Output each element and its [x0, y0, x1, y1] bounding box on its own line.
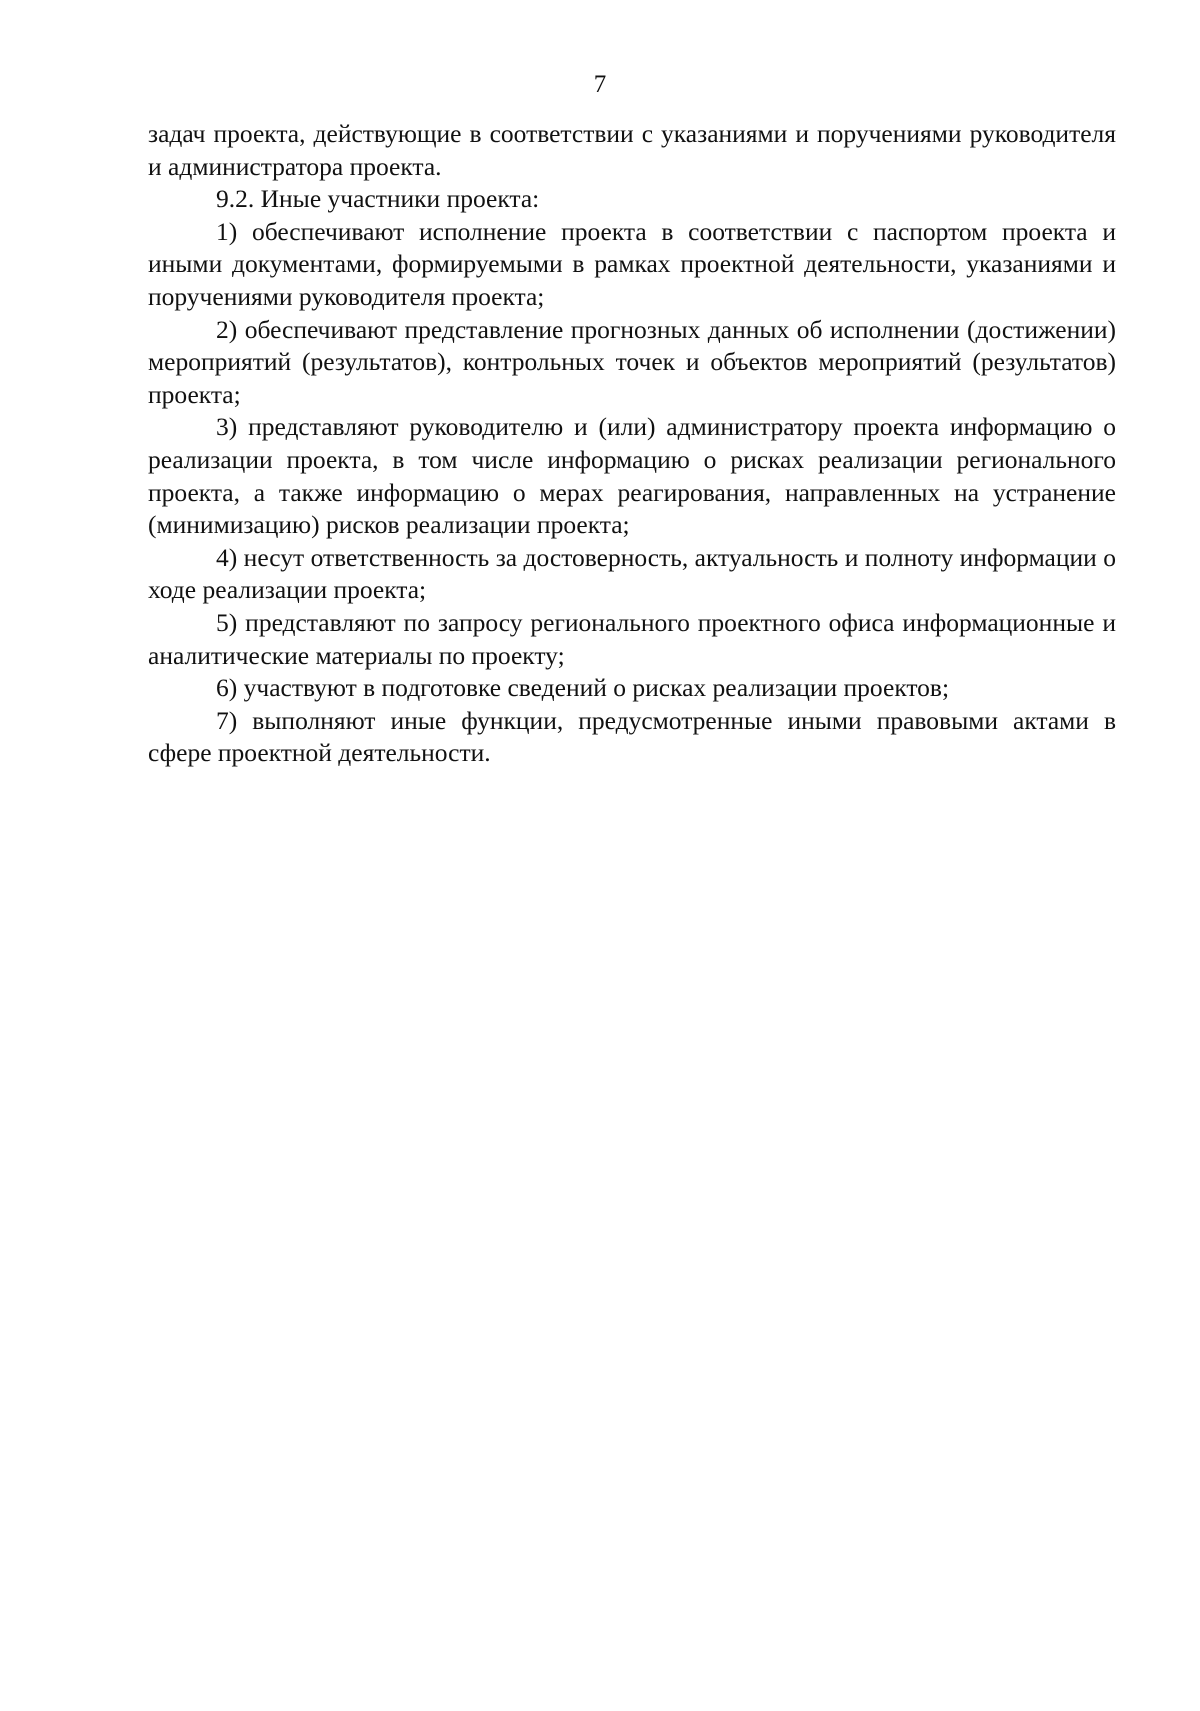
paragraph-continuation: задач проекта, действующие в соответствии с указаниями и поручениями руководителя и администратора проекта.: [148, 119, 1116, 181]
paragraph-item-4: 4) несут ответственность за достоверность, актуальность и полноту информации о ходе реализации проекта;: [148, 542, 1116, 605]
page-number: 7: [593, 71, 607, 98]
paragraph-item-5: 5) представляют по запросу регионального проектного офиса информационные и аналитические материалы по проекту;: [148, 607, 1116, 670]
paragraph-section-heading: 9.2. Иные участники проекта:: [216, 184, 540, 214]
paragraph-item-2: 2) обеспечивают представление прогнозных данных об исполнении (достижении) мероприятий (результатов), контрольных точек и объектов мероприятий (результатов) проекта;: [148, 314, 1116, 409]
document-body: [148, 118, 1116, 770]
paragraph-item-7: 7) выполняют иные функции, предусмотренные иными правовыми актами в сфере проектной деятельности.: [148, 705, 1116, 768]
paragraph-item-3: 3) представляют руководителю и (или) администратору проекта информацию о реализации проекта, в том числе информацию о рисках реализации регионального проекта, а также информацию о мерах реагирования, направленных на устранение (минимизацию) рисков реализации проекта;: [148, 412, 1116, 540]
paragraph-item-1: 1) обеспечивают исполнение проекта в соответствии с паспортом проекта и иными документами, формируемыми в рамках проектной деятельности, указаниями и поручениями руководителя проекта;: [148, 216, 1116, 311]
paragraph-item-6: 6) участвуют в подготовке сведений о рисках реализации проектов;: [216, 673, 950, 703]
